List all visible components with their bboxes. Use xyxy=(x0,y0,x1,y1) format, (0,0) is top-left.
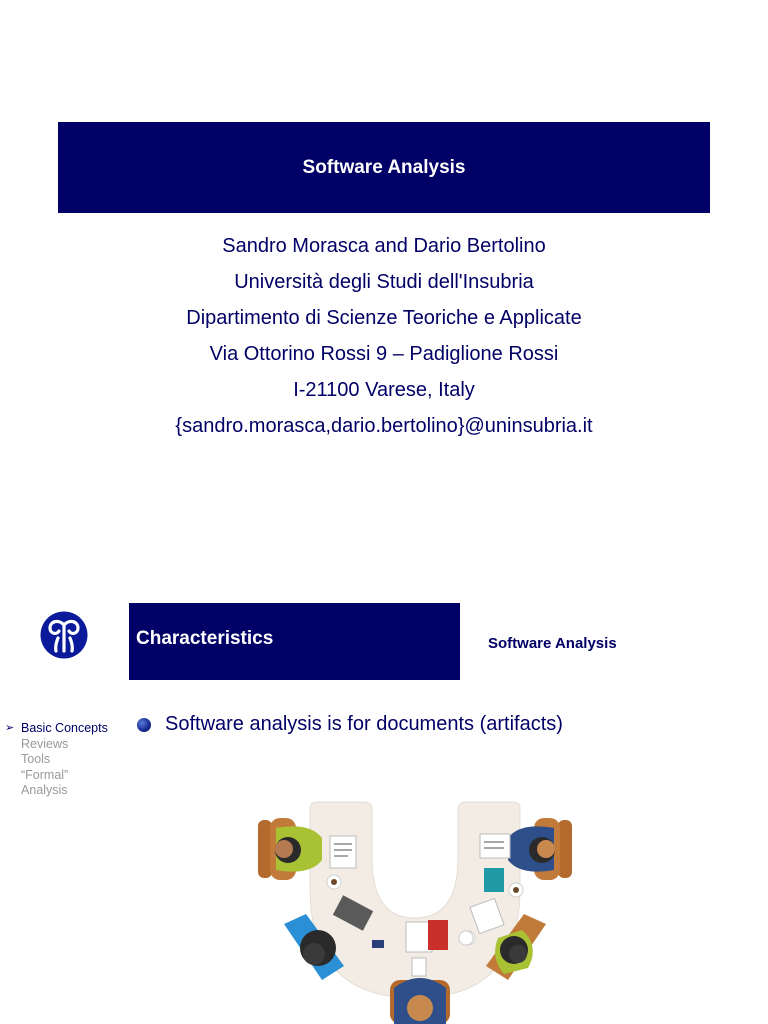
nav-item-label: Tools xyxy=(21,752,51,766)
university: Università degli Studi dell'Insubria xyxy=(234,271,534,293)
bullet-point xyxy=(137,713,563,736)
nav-item-label: Reviews xyxy=(21,736,69,751)
department: Dipartimento di Scienze Teoriche e Applicate xyxy=(186,307,582,329)
course-label: Software Analysis xyxy=(488,635,617,652)
author-names: Sandro Morasca and Dario Bertolino xyxy=(222,235,546,257)
topic-nav xyxy=(5,721,108,799)
arrow-right-icon: ➢ xyxy=(5,722,15,734)
nav-item-formal[interactable] xyxy=(5,768,108,784)
meeting-table-illustration xyxy=(222,798,608,1024)
bullet-dot-icon xyxy=(137,718,151,732)
section-heading: Characteristics xyxy=(136,627,274,649)
nav-item-label: Basic Concepts xyxy=(21,721,108,735)
nav-item-label: “Formal” xyxy=(21,767,69,782)
nav-item-analysis[interactable] xyxy=(5,783,108,799)
bullet-text: Software analysis is for documents (artifacts) xyxy=(165,713,563,735)
university-logo-icon xyxy=(40,611,88,659)
nav-item-reviews[interactable] xyxy=(5,737,108,753)
author-block xyxy=(0,228,768,444)
address-street: Via Ottorino Rossi 9 – Padiglione Rossi xyxy=(209,343,559,365)
title-bar xyxy=(58,122,710,213)
address-city: I-21100 Varese, Italy xyxy=(293,379,475,401)
nav-item-label: Analysis xyxy=(21,783,68,797)
email: {sandro.morasca,dario.bertolino}@uninsubria.it xyxy=(175,415,593,437)
slide-title: Software Analysis xyxy=(302,156,466,178)
nav-item-basic-concepts[interactable] xyxy=(5,721,108,737)
nav-item-tools[interactable] xyxy=(5,752,108,768)
section-header-bar xyxy=(129,603,460,680)
